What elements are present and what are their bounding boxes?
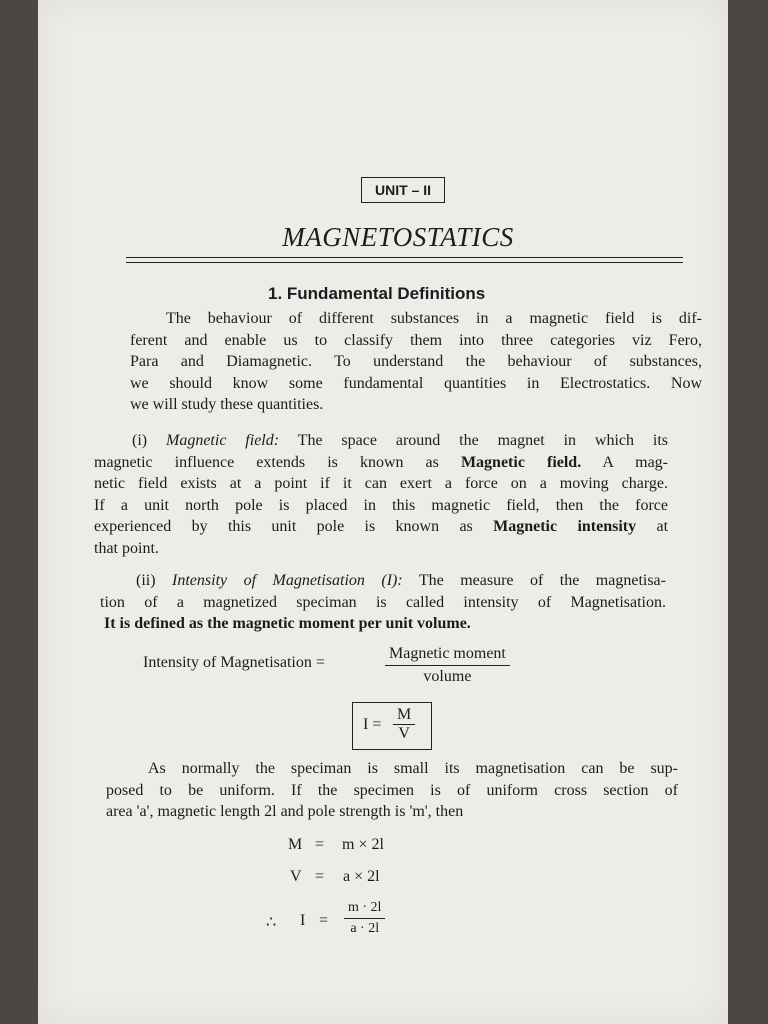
intensity-term: Intensity of Magnetisation (I):	[172, 572, 403, 589]
magnetic-intensity-bold: Magnetic intensity	[493, 518, 637, 535]
equation-m-equals: =	[315, 836, 325, 853]
fraction-denominator: a · 2l	[344, 918, 385, 937]
document-page	[38, 0, 728, 1024]
intro-line: ferent and enable us to classify them into three categories viz Fero,	[130, 331, 702, 349]
magnetic-field-line	[94, 452, 668, 474]
magnetic-field-line	[94, 430, 668, 452]
text-run: The space around the magnet in which its	[279, 432, 669, 449]
title-rule-top	[126, 257, 683, 258]
item-label: (ii)	[136, 572, 173, 589]
speciman-line: area 'a', magnetic length 2l and pole strength is 'm', then	[106, 803, 464, 820]
boxed-formula	[352, 702, 432, 750]
section-heading: 1. Fundamental Definitions	[268, 284, 486, 303]
equation-i-fraction	[344, 900, 385, 937]
fraction-numerator: Magnetic moment	[389, 645, 506, 662]
magnetic-field-paragraph	[94, 430, 668, 559]
equation-v-rhs: a × 2l	[343, 868, 380, 885]
definition-bold: It is defined as the magnetic moment per unit volume.	[104, 615, 471, 632]
magnetic-field-line: If a unit north pole is placed in this magnetic field, then the force	[94, 496, 668, 514]
intro-line: Para and Diamagnetic. To understand the behaviour of substances,	[130, 353, 702, 370]
intro-paragraph	[130, 308, 702, 416]
boxed-formula-lhs: I =	[363, 716, 382, 733]
equation-i-lhs: I	[300, 912, 306, 929]
therefore-symbol: ∴	[266, 914, 277, 931]
magnetic-field-term: Magnetic field:	[166, 432, 280, 449]
fraction-denominator: V	[393, 724, 415, 743]
intensity-line	[100, 570, 666, 592]
equation-v-equals: =	[315, 868, 325, 885]
text-run: at	[636, 518, 669, 535]
fraction-numerator: M	[397, 706, 412, 723]
text-run: The measure of the magnetisa-	[402, 572, 666, 589]
intensity-line	[100, 613, 666, 635]
speciman-paragraph	[106, 758, 678, 823]
intro-line: we should know some fundamental quantities in Electrostatics. Now	[130, 374, 702, 392]
intensity-paragraph	[100, 570, 666, 635]
equation-v-lhs: V	[290, 868, 302, 885]
fraction-numerator: m · 2l	[348, 900, 382, 915]
text-run: experienced by this unit pole is known as	[94, 518, 494, 535]
boxed-formula-fraction	[393, 706, 415, 743]
equation-i-equals: =	[319, 912, 329, 929]
magnetic-field-line: that point.	[94, 539, 159, 557]
fraction-denominator: volume	[385, 665, 510, 686]
unit-label-box: UNIT – II	[361, 177, 445, 203]
speciman-line: As normally the speciman is small its magnetisation can be sup-	[148, 760, 678, 777]
item-label: (i)	[132, 432, 166, 449]
speciman-line: posed to be uniform. If the specimen is of uniform cross section of	[106, 781, 678, 799]
magnetic-field-bold: Magnetic field.	[460, 453, 582, 471]
formula-intensity-fraction	[385, 645, 510, 686]
intensity-line: tion of a magnetized speciman is called intensity of Magnetisation.	[100, 593, 666, 611]
intro-line: The behaviour of different substances in a magnetic field is dif-	[166, 310, 702, 327]
title-rule-bottom	[126, 262, 683, 263]
equation-m-lhs: M	[288, 836, 303, 853]
magnetic-field-line: netic field exists at a point if it can exert a force on a moving charge.	[94, 475, 668, 492]
text-run: magnetic influence extends is known as	[94, 453, 461, 471]
intro-line: we will study these quantities.	[130, 396, 324, 413]
chapter-title: MAGNETOSTATICS	[282, 222, 514, 252]
equation-m-rhs: m × 2l	[342, 836, 384, 853]
text-run: A mag-	[581, 453, 669, 471]
formula-intensity-lhs: Intensity of Magnetisation =	[143, 654, 325, 671]
magnetic-field-line	[94, 516, 668, 538]
